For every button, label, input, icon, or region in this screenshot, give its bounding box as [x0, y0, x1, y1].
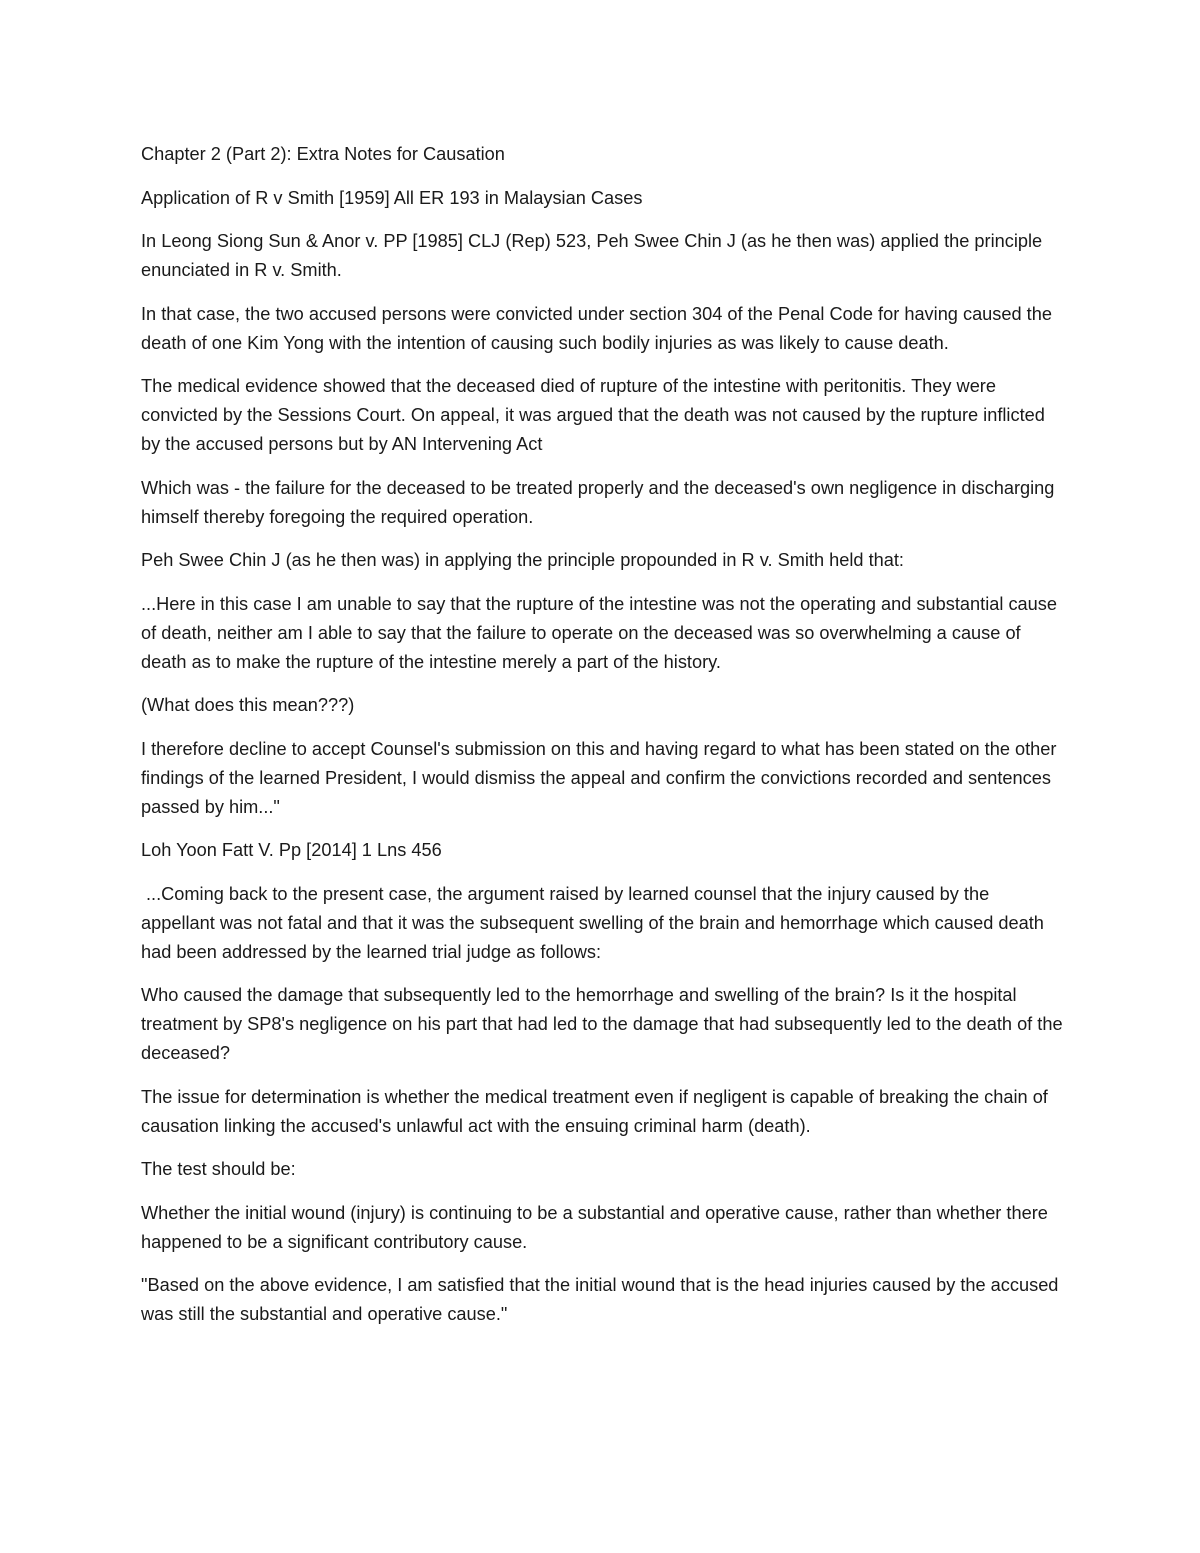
paragraph-leong-siong-sun: In Leong Siong Sun & Anor v. PP [1985] CLJ (Rep) 523, Peh Swee Chin J (as he then was) applied the principle enunciated in R v. Smith. — [141, 231, 1043, 280]
document-title: Chapter 2 (Part 2): Extra Notes for Causation — [141, 144, 505, 164]
paragraph-question-note: (What does this mean???) — [141, 695, 355, 715]
paragraph-medical-evidence: The medical evidence showed that the deceased died of rupture of the intestine with peritonitis. They were convicted by the Sessions Court. On appeal, it was argued that the death was not caused by the rupture inflicted by the accused persons but by AN Intervening Act — [141, 376, 1045, 454]
paragraph-quote-rupture: ...Here in this case I am unable to say that the rupture of the intestine was not the operating and substantial cause of death, neither am I able to say that the failure to operate on the deceased was so overwhelming a cause of death as to make the rupture of the intestine merely a part of the history. — [141, 593, 1057, 672]
paragraph-test: Whether the initial wound (injury) is continuing to be a substantial and operative cause, rather than whether there happened to be a significant contributory cause. — [141, 1202, 1048, 1252]
document-body — [141, 140, 1066, 1344]
paragraph-present-case: ...Coming back to the present case, the argument raised by learned counsel that the injury caused by the appellant was not fatal and that it was the subsequent swelling of the brain and hemorrhage which caused death had been addressed by the learned trial judge as follows: — [141, 883, 1044, 962]
paragraph-intervening-act: Which was - the failure for the deceased to be treated properly and the deceased's own negligence in discharging himself thereby foregoing the required operation. — [141, 477, 1055, 527]
paragraph-who-caused-damage: Who caused the damage that subsequently led to the hemorrhage and swelling of the brain? Is it the hospital treatment by SP8's negligence on his part that had led to the damage that had subsequently led to the death of the deceased? — [141, 985, 1063, 1063]
paragraph-conviction: In that case, the two accused persons were convicted under section 304 of the Penal Code for having caused the death of one Kim Yong with the intention of causing such bodily injuries as was likely to cause death. — [141, 303, 1052, 353]
paragraph-test-intro: The test should be: — [141, 1159, 296, 1179]
paragraph-quote-dismiss: I therefore decline to accept Counsel's submission on this and having regard to what has been stated on the other findings of the learned President, I would dismiss the appeal and confirm the convictions recorded and sentences passed by him..." — [141, 738, 1057, 817]
paragraph-held-intro: Peh Swee Chin J (as he then was) in applying the principle propounded in R v. Smith held that: — [141, 550, 904, 570]
document-subtitle: Application of R v Smith [1959] All ER 193 in Malaysian Cases — [141, 187, 643, 208]
paragraph-conclusion-quote: "Based on the above evidence, I am satisfied that the initial wound that is the head injuries caused by the accused was still the substantial and operative cause." — [141, 1275, 1059, 1324]
case-citation-loh-yoon-fatt: Loh Yoon Fatt V. Pp [2014] 1 Lns 456 — [141, 840, 442, 860]
paragraph-issue-determination: The issue for determination is whether the medical treatment even if negligent is capable of breaking the chain of causation linking the accused's unlawful act with the ensuing criminal harm (death). — [141, 1086, 1048, 1136]
